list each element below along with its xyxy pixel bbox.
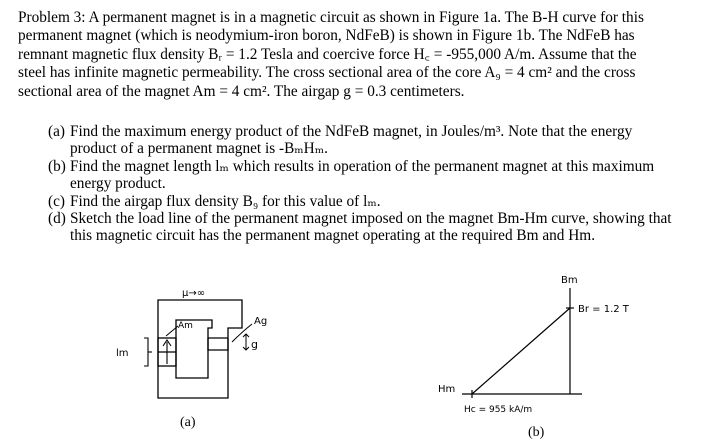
question-text: product of a permanent magnet is -BₘHₘ. [70, 140, 328, 158]
label-ag: Ag [254, 316, 268, 327]
figure-b-bh-curve [420, 270, 660, 440]
question-text: Find the airgap flux density B₉ for this value of lₘ. [70, 192, 381, 210]
question-text: Sketch the load line of the permanent magnet imposed on the magnet Bm-Hm curve, showing that [70, 210, 672, 228]
label-lm: lm [116, 348, 129, 359]
question-text: Find the maximum energy product of the NdFeB magnet, in Joules/m³. Note that the energy [70, 123, 633, 140]
problem-line-5: sectional area of the magnet Am = 4 cm². The airgap g = 0.3 centimeters. [18, 82, 465, 100]
question-c [48, 193, 700, 210]
problem-line-4: steel has infinite magnetic permeability. The cross sectional area of the core A₉ = 4 cm² and the cross [18, 64, 636, 82]
question-label: (a) [48, 123, 65, 140]
question-list [48, 123, 700, 245]
question-text: Find the magnet length lₘ which results in operation of the permanent magnet at this maximum [70, 157, 655, 175]
gap-dimension-icon [243, 334, 249, 350]
question-label: (c) [48, 192, 65, 210]
problem-statement [18, 9, 698, 101]
bh-demag-line [472, 308, 570, 394]
problem-line-1: Problem 3: A permanent magnet is in a magnetic circuit as shown in Figure 1a. The B-H curve for this [18, 9, 644, 26]
problem-line-2: permanent magnet (which is neodymium-iron boron, NdFeB) is shown in Figure 1b. The NdFeB has [18, 27, 635, 45]
core-right-leg [208, 338, 228, 350]
question-a [48, 123, 700, 158]
question-label: (d) [48, 210, 66, 228]
question-d [48, 210, 700, 245]
question-b [48, 158, 700, 193]
label-bm: Bm [561, 275, 578, 286]
label-g: g [251, 338, 258, 351]
label-hc: Hc = 955 kA/m [464, 405, 533, 415]
question-text: this magnetic circuit has the permanent magnet operating at the required Bm and Hm. [70, 227, 596, 245]
figure-a-magnetic-circuit [100, 280, 300, 440]
question-text: energy product. [70, 175, 166, 193]
question-label: (b) [48, 157, 66, 175]
core-outer [158, 300, 242, 398]
lm-brace-icon [144, 338, 152, 366]
figure-b-caption: (b) [528, 425, 545, 440]
label-br: Br = 1.2 T [578, 304, 629, 315]
label-am: Am [178, 321, 193, 331]
figure-a-caption: (a) [180, 415, 196, 430]
label-mu: μ→∞ [182, 288, 206, 299]
problem-line-3: remnant magnetic flux density Bᵣ = 1.2 Tesla and coercive force H꜀ = -955,000 A/m. Assume that the [18, 45, 637, 63]
label-hm: Hm [438, 384, 456, 395]
